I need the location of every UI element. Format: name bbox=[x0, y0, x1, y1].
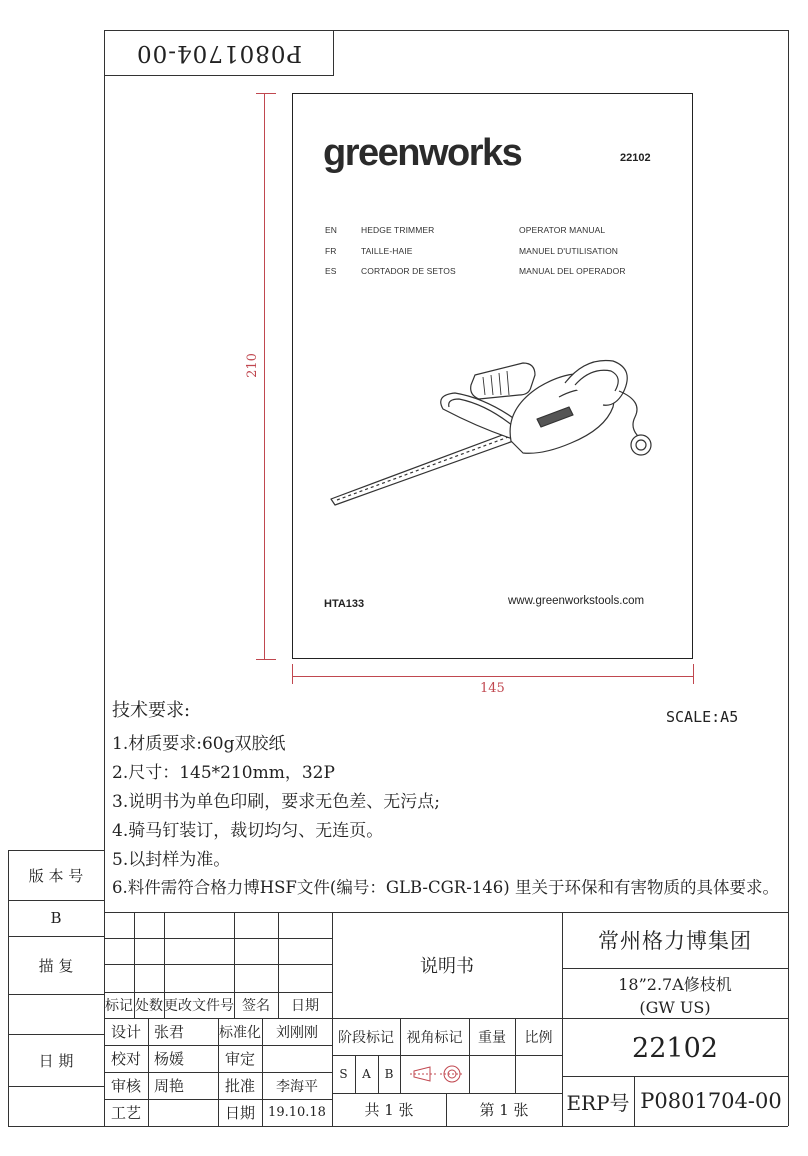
lang-code-fr: FR bbox=[325, 246, 337, 256]
design-name: 张君 bbox=[154, 1023, 185, 1041]
weight-label: 重量 bbox=[478, 1029, 506, 1046]
rotated-code-box bbox=[104, 30, 334, 76]
side-line-4 bbox=[8, 994, 104, 995]
rotated-drawing-code: P0801704-00 bbox=[135, 39, 302, 66]
side-trace-label: 描 复 bbox=[38, 956, 74, 975]
requirements-title: 技术要求: bbox=[112, 700, 191, 721]
lang-doc-en: OPERATOR MANUAL bbox=[519, 225, 606, 235]
erp-value: P0801704-00 bbox=[640, 1089, 782, 1113]
audit-name: 周艳 bbox=[154, 1077, 185, 1095]
dim-height-top-tick bbox=[256, 93, 276, 94]
audit-label: 审核 bbox=[110, 1077, 141, 1095]
tb-right-row-1 bbox=[562, 968, 788, 969]
side-version-value: B bbox=[50, 909, 62, 927]
header-signature: 签名 bbox=[242, 998, 270, 1014]
lang-product-fr: TAILLE-HAIE bbox=[361, 246, 413, 256]
process-label: 工艺 bbox=[110, 1104, 141, 1122]
header-count: 处数 bbox=[135, 998, 163, 1014]
stage-s: S bbox=[339, 1067, 348, 1081]
frame-right-line bbox=[788, 30, 789, 1126]
lang-doc-fr: MANUEL D'UTILISATION bbox=[519, 246, 619, 256]
sheet-number: 第 1 张 bbox=[479, 1101, 529, 1119]
erp-label: ERP号 bbox=[566, 1090, 630, 1115]
projection-symbol-icon bbox=[410, 1062, 466, 1086]
dim-height-label: 210 bbox=[244, 353, 260, 378]
view-label: 视角标记 bbox=[406, 1029, 463, 1046]
dim-height-line bbox=[264, 93, 265, 659]
hedge-trimmer-illustration bbox=[323, 349, 653, 509]
standard-name: 刘刚刚 bbox=[276, 1024, 318, 1041]
date-label: 日期 bbox=[224, 1104, 255, 1122]
frame-left-line bbox=[104, 30, 105, 1126]
lang-code-en: EN bbox=[325, 225, 338, 235]
doc-name: 说明书 bbox=[420, 956, 474, 977]
requirement-2: 2.尺寸：145*210mm，32P bbox=[112, 763, 335, 783]
lang-doc-es: MANUAL DEL OPERADOR bbox=[519, 266, 626, 276]
part-number: 22102 bbox=[632, 1032, 718, 1064]
header-change-doc: 更改文件号 bbox=[164, 998, 234, 1014]
dim-width-label: 145 bbox=[480, 681, 505, 696]
side-date-label: 日 期 bbox=[38, 1051, 74, 1070]
tb-row-1 bbox=[104, 938, 332, 939]
check-name: 杨媛 bbox=[154, 1050, 185, 1068]
header-date: 日期 bbox=[291, 998, 319, 1014]
approve-label: 批准 bbox=[224, 1077, 255, 1095]
lang-product-es: CORTADOR DE SETOS bbox=[361, 266, 456, 276]
lang-product-en: HEDGE TRIMMER bbox=[361, 225, 435, 235]
dim-width-right-tick bbox=[693, 664, 694, 684]
cover-website: www.greenworkstools.com bbox=[508, 595, 645, 607]
requirement-3: 3.说明书为单色印刷，要求无色差、无污点; bbox=[112, 792, 440, 812]
stage-a: A bbox=[362, 1067, 371, 1081]
dim-height-bottom-tick bbox=[256, 659, 276, 660]
requirement-6: 6.料件需符合格力博HSF文件(编号：GLB-CGR-146) 里关于环保和有害物质的具体要求。 bbox=[112, 878, 779, 897]
dim-width-left-tick bbox=[292, 664, 293, 684]
side-version-label: 版 本 号 bbox=[28, 866, 84, 885]
cover-model-code: HTA133 bbox=[324, 598, 365, 610]
company-name: 常州格力博集团 bbox=[598, 929, 752, 953]
brand-logo: greenworks bbox=[323, 132, 522, 174]
check-label: 校对 bbox=[110, 1050, 141, 1068]
cover-page bbox=[292, 93, 693, 659]
approve-name: 李海平 bbox=[276, 1078, 318, 1095]
dim-width-line bbox=[292, 676, 693, 677]
design-label: 设计 bbox=[110, 1023, 141, 1041]
review-label: 审定 bbox=[224, 1050, 255, 1068]
product-line-2: (GW US) bbox=[639, 997, 711, 1017]
requirement-4: 4.骑马钉装订，裁切均匀、无连页。 bbox=[112, 821, 384, 841]
requirement-1: 1.材质要求:60g双胶纸 bbox=[112, 734, 286, 754]
stage-label: 阶段标记 bbox=[338, 1029, 394, 1046]
tb-row-2 bbox=[104, 964, 332, 965]
date-value: 19.10.18 bbox=[268, 1105, 326, 1120]
header-mark: 标记 bbox=[105, 998, 133, 1014]
side-line-6 bbox=[8, 1086, 104, 1087]
requirement-5: 5.以封样为准。 bbox=[112, 850, 231, 870]
product-line-1: 18”2.7A修枝机 bbox=[618, 974, 732, 994]
frame-bottom-line bbox=[8, 1126, 788, 1127]
scale-label: SCALE:A5 bbox=[666, 708, 739, 726]
cover-model-number: 22102 bbox=[620, 152, 651, 164]
standard-label: 标准化 bbox=[219, 1024, 261, 1041]
total-sheets: 共 1 张 bbox=[364, 1101, 414, 1119]
stage-b: B bbox=[384, 1067, 394, 1081]
ratio-label: 比例 bbox=[524, 1029, 553, 1046]
lang-code-es: ES bbox=[325, 266, 337, 276]
